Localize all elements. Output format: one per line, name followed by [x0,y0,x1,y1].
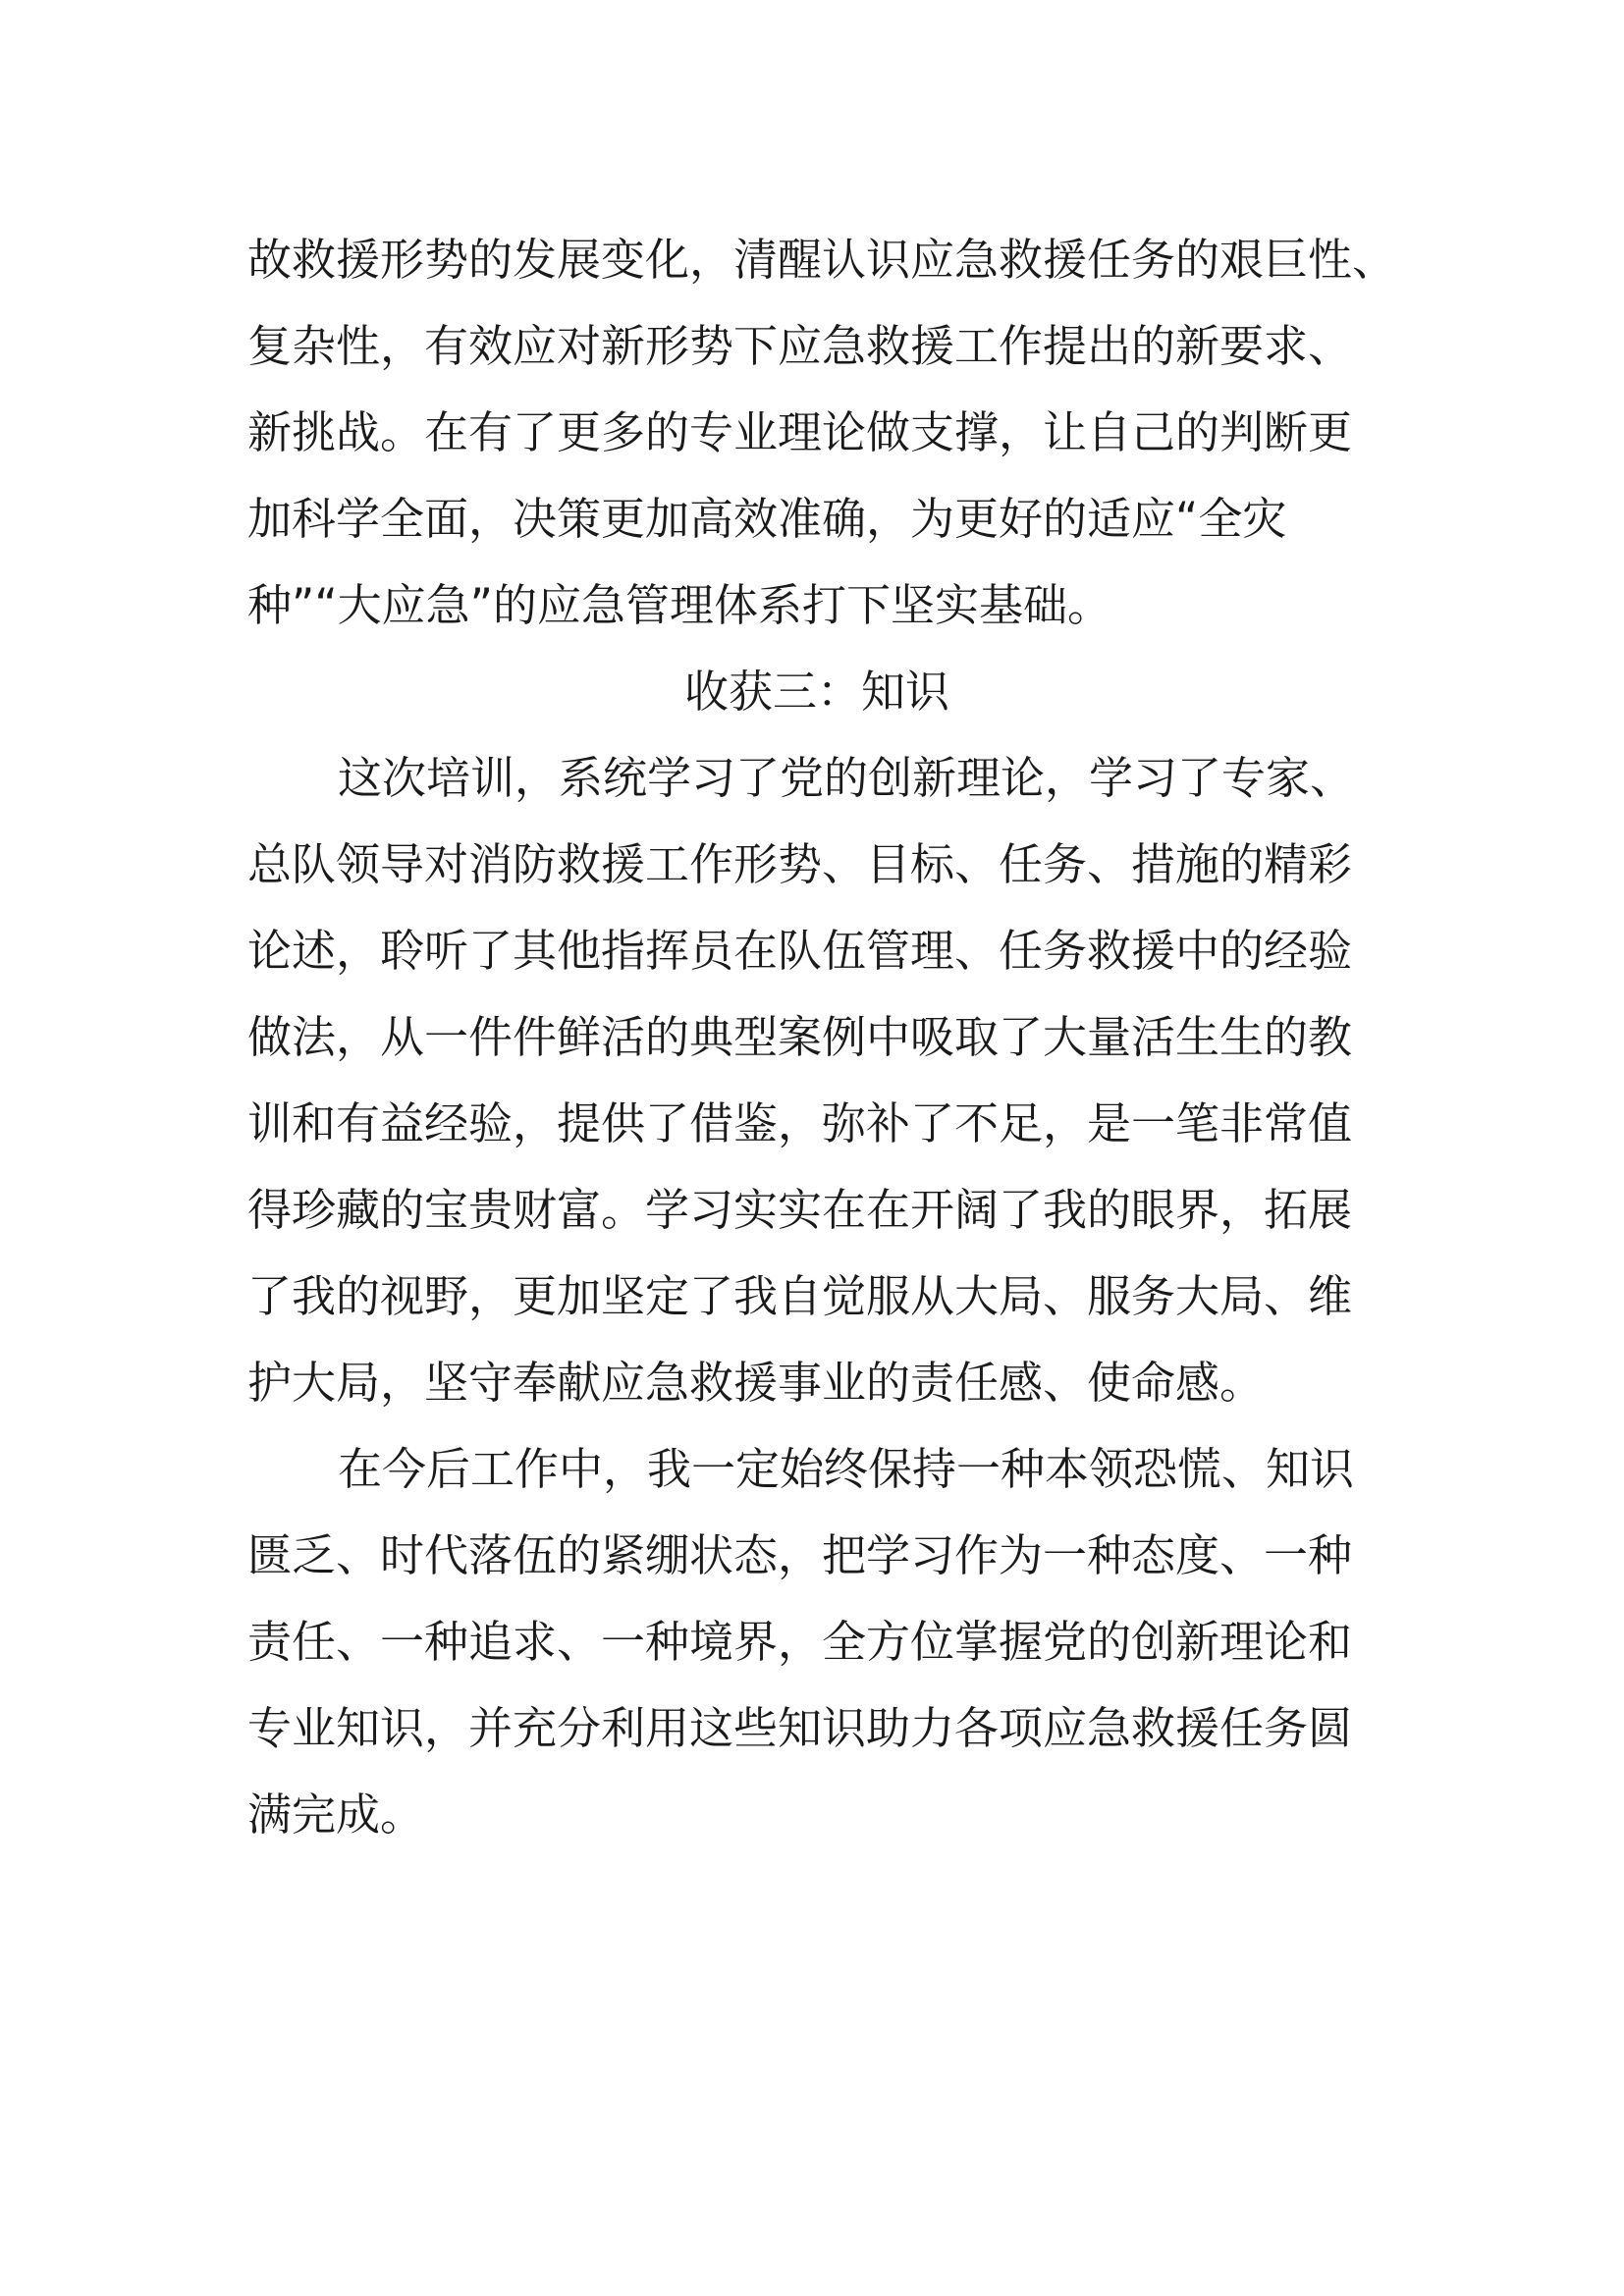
paragraph-line: 匮乏、时代落伍的紧绷状态，把学习作为一种态度、一种 [247,1529,1353,1581]
paragraph-line: 种”“大应急”的应急管理体系打下坚实基础。 [247,579,1111,631]
paragraph-line: 了我的视野，更加坚定了我自觉服从大局、服务大局、维 [247,1270,1353,1322]
paragraph-line: 加科学全面，决策更加高效准确，为更好的适应“全灾 [247,493,1287,545]
continued-paragraph [247,217,1397,649]
paragraph-line: 总队领导对消防救援工作形势、目标、任务、措施的精彩 [247,838,1353,890]
paragraph-line: 做法，从一件件鲜活的典型案例中吸取了大量活生生的教 [247,1011,1353,1063]
paragraph-line: 责任、一种追求、一种境界，全方位掌握党的创新理论和 [247,1616,1353,1668]
paragraph-line: 护大局，坚守奉献应急救援事业的责任感、使命感。 [247,1357,1265,1409]
paragraph-line: 满完成。 [247,1789,425,1841]
paragraph-line: 专业知识，并充分利用这些知识助力各项应急救援任务圆 [247,1702,1353,1754]
paragraph-line: 论述，聆听了其他指挥员在队伍管理、任务救援中的经验 [247,925,1353,977]
paragraph-line: 训和有益经验，提供了借鉴，弥补了不足，是一笔非常值 [247,1097,1353,1149]
paragraph-line: 在今后工作中，我一定始终保持一种本领恐慌、知识 [338,1443,1355,1495]
paragraph-line: 这次培训，系统学习了党的创新理论，学习了专家、 [338,752,1355,804]
paragraph-line: 复杂性，有效应对新形势下应急救援工作提出的新要求、 [247,320,1353,372]
paragraph-knowledge-1 [247,735,1386,1426]
section-heading: 收获三：知识 [683,666,949,718]
paragraph-line: 新挑战。在有了更多的专业理论做支撑，让自己的判断更 [247,406,1353,458]
paragraph-knowledge-2 [247,1426,1386,1858]
section-heading-block [247,649,1386,735]
paragraph-line: 故救援形势的发展变化，清醒认识应急救援任务的艰巨性、 [247,234,1397,286]
paragraph-line: 得珍藏的宝贵财富。学习实实在在开阔了我的眼界，拓展 [247,1184,1353,1236]
